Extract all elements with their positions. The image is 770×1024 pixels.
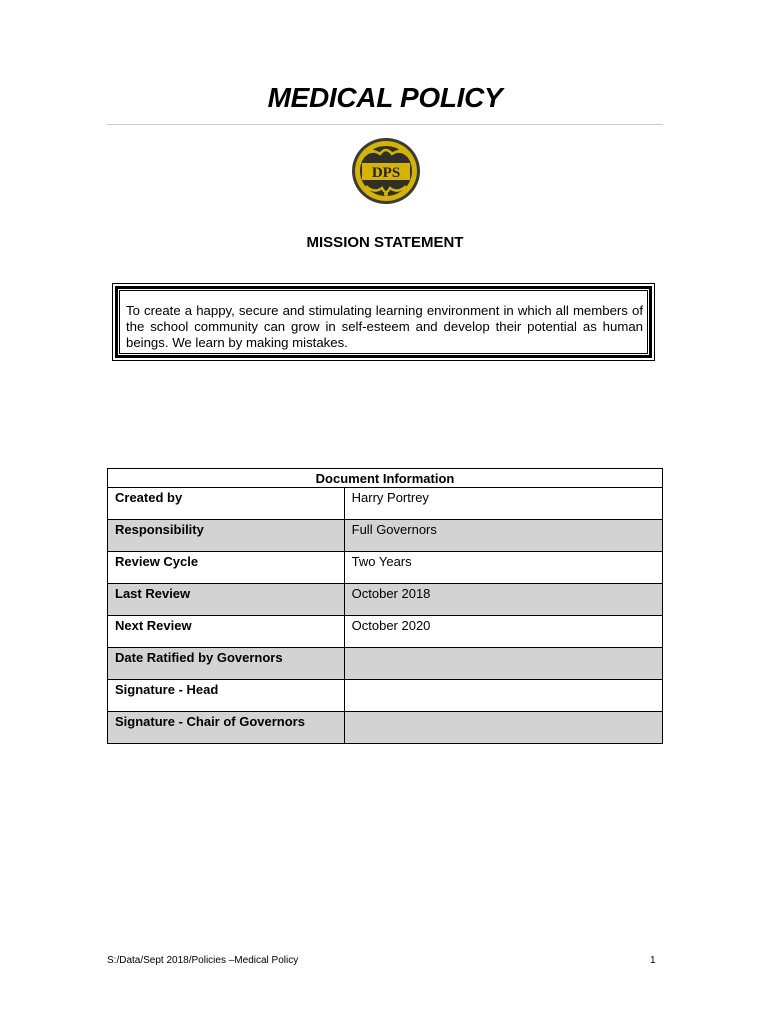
footer-file-path: S:/Data/Sept 2018/Policies –Medical Policy xyxy=(107,955,299,966)
table-row xyxy=(108,584,663,616)
row-value xyxy=(344,712,662,744)
school-crest-icon xyxy=(350,136,422,206)
table-row xyxy=(108,680,663,712)
table-row xyxy=(108,648,663,680)
document-info-table xyxy=(107,468,663,744)
row-value: October 2018 xyxy=(344,584,662,616)
title-divider xyxy=(107,124,663,125)
row-label: Review Cycle xyxy=(108,552,345,584)
row-value: Harry Portrey xyxy=(344,488,662,520)
row-label: Signature - Head xyxy=(108,680,345,712)
row-label: Next Review xyxy=(108,616,345,648)
row-label: Last Review xyxy=(108,584,345,616)
mission-heading: MISSION STATEMENT xyxy=(306,234,464,251)
table-row xyxy=(108,520,663,552)
row-label: Signature - Chair of Governors xyxy=(108,712,345,744)
table-row xyxy=(108,552,663,584)
row-value xyxy=(344,680,662,712)
table-row xyxy=(108,712,663,744)
table-row xyxy=(108,488,663,520)
page-title: MEDICAL POLICY xyxy=(267,82,503,113)
mission-box xyxy=(112,283,655,361)
row-label: Date Ratified by Governors xyxy=(108,648,345,680)
logo-text: DPS xyxy=(371,165,401,181)
row-label: Responsibility xyxy=(108,520,345,552)
row-label: Created by xyxy=(108,488,345,520)
page-number: 1 xyxy=(650,955,656,966)
row-value: Full Governors xyxy=(344,520,662,552)
row-value: October 2020 xyxy=(344,616,662,648)
table-heading: Document Information xyxy=(108,469,663,488)
row-value: Two Years xyxy=(344,552,662,584)
table-row xyxy=(108,616,663,648)
mission-text: To create a happy, secure and stimulating learning environment in which all members of the school community can grow in self-esteem and develop their potential as human beings. We learn by making mistakes. xyxy=(119,290,648,354)
row-value xyxy=(344,648,662,680)
